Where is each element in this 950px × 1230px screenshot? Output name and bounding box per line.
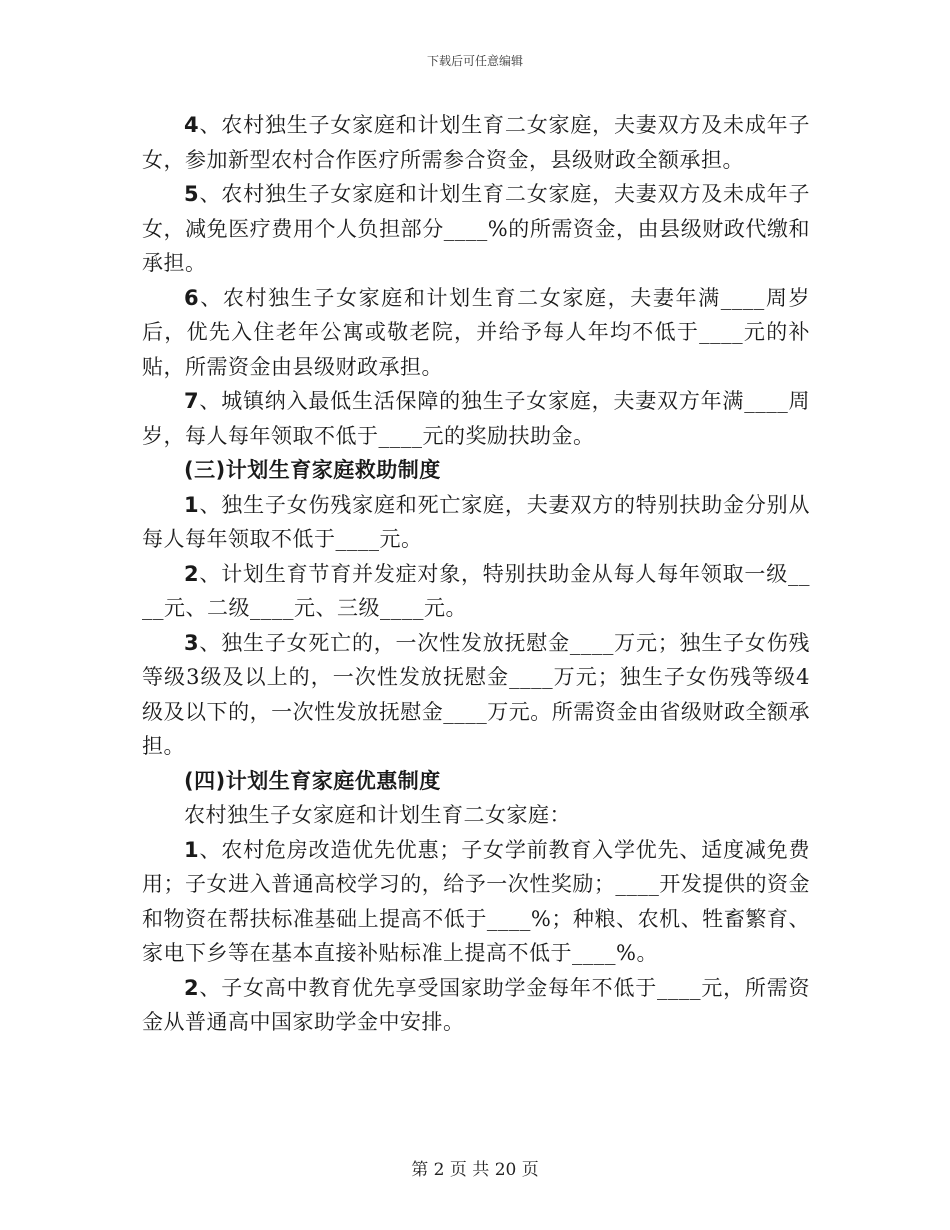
paragraph-item-5 [142, 177, 810, 281]
paragraph-text: 、独生子女死亡的，一次性发放抚慰金____万元；独生子女伤残等级3级及以上的，一次性发放抚慰金____万元；独生子女伤残等级4级及以下的，一次性发放抚慰金____万元。所需资金由省级财政全额承担。 [142, 630, 810, 758]
document-body [142, 108, 810, 1040]
paragraph-s3-item-1 [142, 488, 810, 557]
item-number: 1 [184, 837, 200, 862]
page-header: 下载后可任意编辑 [426, 54, 523, 68]
paragraph-s4-item-1 [142, 833, 810, 971]
paragraph-text: 、独生子女伤残家庭和死亡家庭，夫妻双方的特别扶助金分别从每人每年领取不低于____元。 [142, 492, 810, 551]
item-number: 1 [184, 492, 200, 517]
page-footer: 第 2 页 共 20 页 [411, 1160, 539, 1180]
item-number: 7 [184, 389, 200, 413]
paragraph-text: 、农村独生子女家庭和计划生育二女家庭，夫妻年满____周岁后，优先入住老年公寓或敬老院，并给予每人年均不低于____元的补贴，所需资金由县级财政承担。 [142, 285, 810, 379]
paragraph-text: 、农村独生子女家庭和计划生育二女家庭，夫妻双方及未成年子女，减免医疗费用个人负担部分____%的所需资金，由县级财政代缴和承担。 [142, 182, 810, 275]
item-number: 5 [184, 182, 200, 206]
paragraph-s4-intro: 农村独生子女家庭和计划生育二女家庭： [184, 803, 571, 827]
paragraph-text: 、计划生育节育并发症对象，特别扶助金从每人每年领取一级____元、二级____元、三级____元。 [142, 561, 810, 620]
paragraph-item-4 [142, 108, 810, 177]
paragraph-item-6 [142, 281, 810, 385]
paragraph-s4-item-2 [142, 971, 810, 1040]
item-number: 2 [184, 975, 200, 1000]
paragraph-text: 、农村独生子女家庭和计划生育二女家庭，夫妻双方及未成年子女，参加新型农村合作医疗所需参合资金，县级财政全额承担。 [142, 113, 810, 172]
section-heading-4: (四)计划生育家庭优惠制度 [184, 768, 441, 793]
item-number: 6 [184, 285, 200, 310]
section-heading-3: (三)计划生育家庭救助制度 [184, 458, 441, 482]
paragraph-s3-item-2 [142, 557, 810, 626]
item-number: 2 [184, 561, 200, 586]
paragraph-text: 、子女高中教育优先享受国家助学金每年不低于____元，所需资金从普通高中国家助学金中安排。 [142, 975, 810, 1034]
paragraph-text: 、城镇纳入最低生活保障的独生子女家庭，夫妻双方年满____周岁，每人每年领取不低于____元的奖励扶助金。 [142, 389, 810, 448]
paragraph-text: 、农村危房改造优先优惠；子女学前教育入学优先、适度减免费用；子女进入普通高校学习的，给予一次性奖励；____开发提供的资金和物资在帮扶标准基础上提高不低于____%；种粮、农机、牲畜繁育、家电下乡等在基本直接补贴标准上提高不低于____%。 [142, 837, 810, 965]
paragraph-s3-item-3 [142, 626, 810, 764]
paragraph-item-7 [142, 384, 810, 453]
item-number: 3 [184, 630, 200, 655]
item-number: 4 [184, 113, 200, 137]
